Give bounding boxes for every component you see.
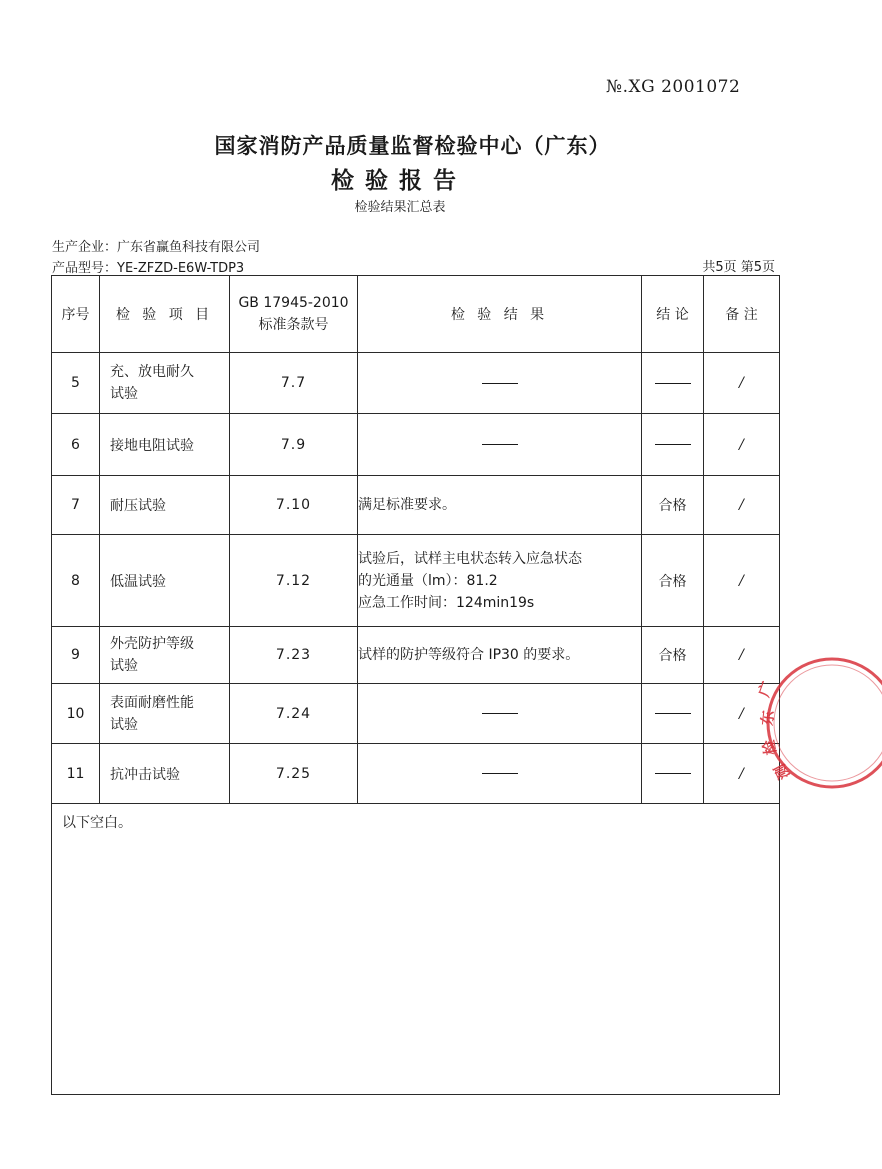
report-subtitle: 检验结果汇总表 [354, 200, 446, 215]
dash-mark [655, 444, 691, 445]
row-conclusion [642, 353, 704, 414]
blank-note: 以下空白。 [52, 804, 780, 1095]
row-seq: 11 [52, 744, 100, 804]
svg-text:检: 检 [759, 738, 780, 757]
row-clause: 7.25 [230, 744, 358, 804]
row-conclusion [642, 744, 704, 804]
dash-mark [482, 713, 518, 714]
row-item-line: 试验 [110, 386, 138, 402]
header-seq: 序号 [52, 276, 100, 353]
table-row [52, 744, 780, 804]
table-row [52, 627, 780, 684]
dash-mark [655, 773, 691, 774]
row-seq: 9 [52, 627, 100, 684]
blank-area-row [52, 804, 780, 1095]
dash-mark [655, 713, 691, 714]
header-standard [230, 276, 358, 353]
dash-mark [482, 383, 518, 384]
row-result [358, 414, 642, 476]
row-item: 低温试验 [100, 535, 230, 627]
row-remark: / [704, 684, 780, 744]
row-remark: / [704, 627, 780, 684]
row-conclusion: 合格 [642, 476, 704, 535]
row-seq: 7 [52, 476, 100, 535]
results-table [51, 275, 780, 1095]
row-result: 满足标准要求。 [358, 476, 642, 535]
dash-mark [482, 444, 518, 445]
row-seq: 8 [52, 535, 100, 627]
row-seq: 6 [52, 414, 100, 476]
header-conclusion: 结 论 [642, 276, 704, 353]
row-result [358, 744, 642, 804]
result-line: 应急工作时间：124min19s [358, 594, 535, 611]
row-item: 接地电阻试验 [100, 414, 230, 476]
row-clause: 7.7 [230, 353, 358, 414]
inspection-seal [754, 648, 882, 798]
page-count: 共5页 第5页 [702, 260, 775, 275]
row-item-line: 试验 [110, 658, 138, 674]
row-clause: 7.23 [230, 627, 358, 684]
svg-text:测: 测 [770, 760, 794, 783]
manufacturer-line: 生产企业：广东省赢鱼科技有限公司 [52, 240, 261, 255]
row-remark: / [704, 476, 780, 535]
table-row [52, 353, 780, 414]
dash-mark [655, 383, 691, 384]
row-item: 抗冲击试验 [100, 744, 230, 804]
row-clause: 7.12 [230, 535, 358, 627]
dash-mark [482, 773, 518, 774]
page-title: 国家消防产品质量监督检验中心（广东） [214, 134, 611, 158]
row-remark: / [704, 535, 780, 627]
header-standard-code: GB 17945-2010 [238, 295, 349, 311]
row-item [100, 627, 230, 684]
row-item [100, 684, 230, 744]
row-conclusion [642, 684, 704, 744]
report-heading: 检验报告 [331, 168, 467, 194]
svg-text:广: 广 [754, 679, 777, 700]
row-item-line: 充、放电耐久 [110, 364, 194, 380]
row-conclusion: 合格 [642, 627, 704, 684]
row-result [358, 353, 642, 414]
row-remark: / [704, 414, 780, 476]
row-result [358, 684, 642, 744]
row-result [358, 535, 642, 627]
row-conclusion: 合格 [642, 535, 704, 627]
svg-text:东: 东 [758, 709, 778, 727]
table-row [52, 535, 780, 627]
row-item-line: 试验 [110, 716, 138, 733]
row-remark: / [704, 744, 780, 804]
result-line: 试验后，试样主电状态转入应急状态 [358, 550, 582, 567]
row-item [100, 353, 230, 414]
result-line: 的光通量（lm）：81.2 [358, 572, 498, 589]
row-remark: / [704, 353, 780, 414]
product-model-line: 产品型号：YE-ZFZD-E6W-TDP3 [52, 261, 245, 276]
table-header-row [52, 276, 780, 353]
header-item: 检 验 项 目 [100, 276, 230, 353]
header-remark: 备 注 [704, 276, 780, 353]
row-clause: 7.10 [230, 476, 358, 535]
row-item-line: 外壳防护等级 [110, 636, 194, 652]
row-result: 试样的防护等级符合 IP30 的要求。 [358, 627, 642, 684]
header-standard-clause: 标准条款号 [258, 317, 329, 333]
row-item-line: 表面耐磨性能 [110, 694, 194, 711]
row-seq: 10 [52, 684, 100, 744]
row-conclusion [642, 414, 704, 476]
row-clause: 7.9 [230, 414, 358, 476]
table-row [52, 476, 780, 535]
header-result: 检 验 结 果 [358, 276, 642, 353]
row-seq: 5 [52, 353, 100, 414]
table-row [52, 684, 780, 744]
report-number: №.XG 2001072 [606, 77, 741, 97]
table-row [52, 414, 780, 476]
row-item: 耐压试验 [100, 476, 230, 535]
row-clause: 7.24 [230, 684, 358, 744]
